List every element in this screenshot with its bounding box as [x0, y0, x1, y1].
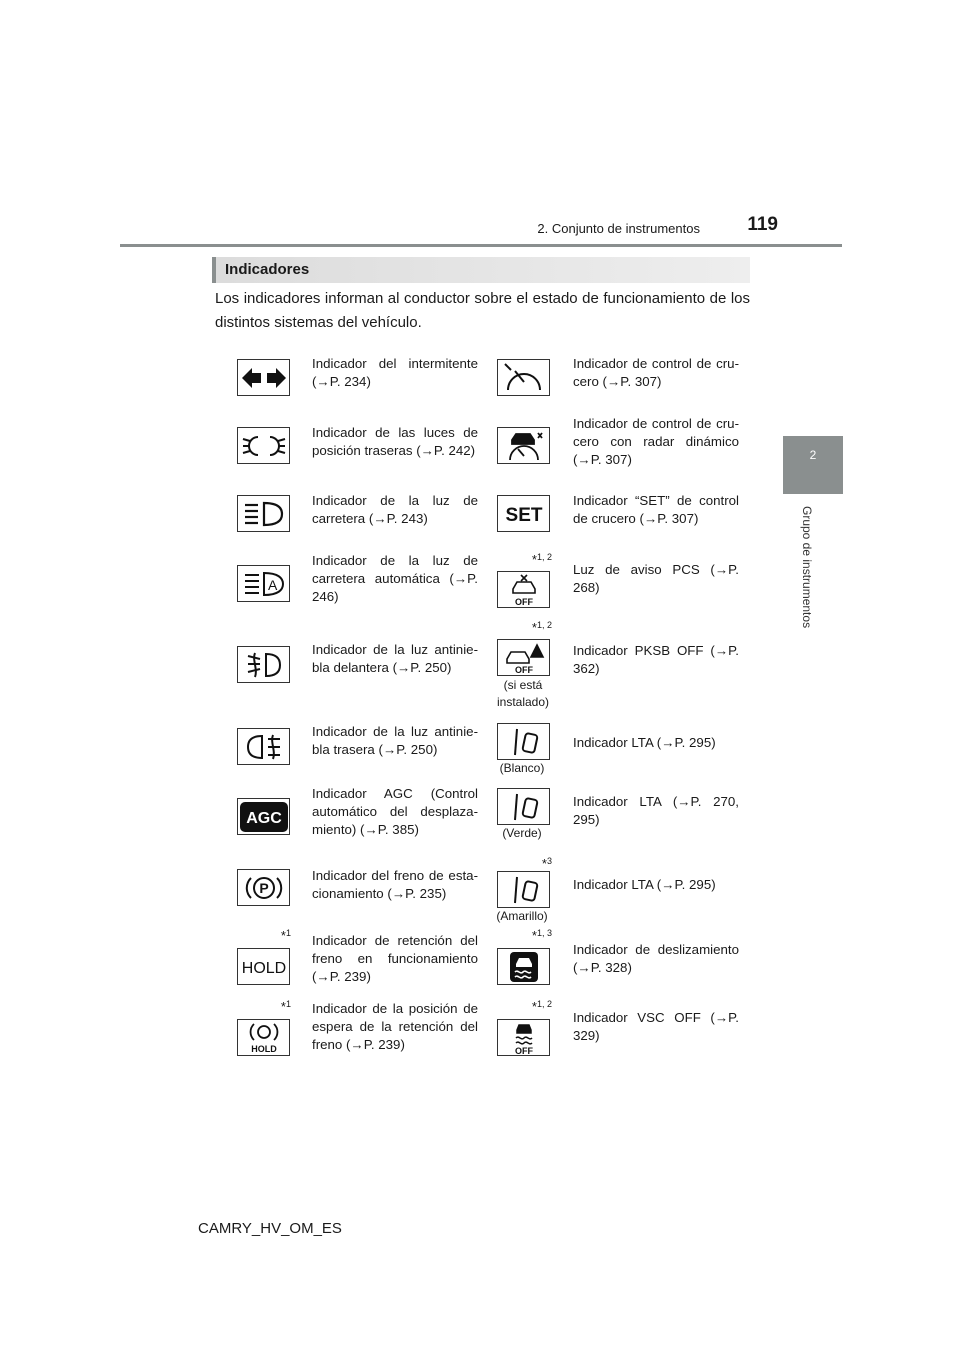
page-number: 119: [747, 214, 778, 235]
indicator-description: Indicador AGC (Control automático del desplazamiento) (→P. 385): [312, 786, 478, 837]
pcs-off-text: OFF: [514, 596, 533, 607]
document-code: CAMRY_HV_OM_ES: [198, 1220, 342, 1237]
indicator-description: Indicador de las luces de posición traseras (→P. 242): [312, 425, 478, 458]
intro-paragraph: Los indicadores informan al conductor sobre el estado de funcionamiento de los distintos sistemas del vehículo.: [215, 290, 750, 331]
indicator-description: Indicador de la luz de carretera automática (→P. 246): [312, 553, 478, 604]
indicator-description: Indicador de la luz de carretera (→P. 243): [312, 493, 478, 526]
pksb-off-text: OFF: [514, 664, 533, 675]
section-title: 2. Conjunto de instrumentos: [537, 221, 700, 236]
footnote-marker: $*_3$: [541, 856, 552, 871]
turn-signal-arrows-icon: [237, 359, 290, 396]
slip-indicator-icon: [497, 948, 550, 985]
vsc-off-icon: [497, 1019, 550, 1056]
front-fog-light-icon: [237, 646, 290, 683]
footnote-marker: $*_{1, 3}$: [531, 928, 552, 943]
indicator-description: Indicador de retención del freno en funcionamiento (→P. 239): [312, 933, 478, 984]
indicator-description: Indicador del freno de estacionamiento (→P. 235): [312, 868, 478, 901]
lta-green-icon: [497, 788, 550, 825]
indicator-description: Indicador de la luz antiniebla trasera (→P. 250): [312, 724, 478, 757]
indicator-description: Indicador de deslizamiento (→P. 328): [573, 942, 739, 975]
indicator-description: Indicador de control de crucero (→P. 307): [573, 356, 739, 389]
cruise-control-icon: [497, 359, 550, 396]
indicator-note: (Blanco): [499, 761, 545, 775]
radar-cruise-control-icon: [497, 427, 550, 464]
footnote-marker: $*_{1, 2}$: [531, 620, 552, 635]
footnote-marker: $*_{1, 2}$: [531, 552, 552, 567]
set-icon: [497, 495, 550, 532]
indicator-description: Indicador del intermitente (→P. 234): [312, 356, 478, 389]
lta-amber-icon: [497, 871, 550, 908]
indicator-description: Indicador VSC OFF (→P. 329): [573, 1010, 739, 1043]
hold-icon: [237, 948, 290, 985]
indicator-description: Indicador de la posición de espera de la retención del freno (→P. 239): [312, 1001, 478, 1052]
brake-hold-standby-icon: [237, 1019, 290, 1056]
indicator-description: Indicador LTA (→P. 295): [573, 735, 716, 750]
rear-fog-light-icon: [237, 728, 290, 765]
footnote-marker: $*_1$: [280, 928, 291, 943]
indicator-description: Indicador de control de crucero con radar dinámico (→P. 307): [573, 416, 739, 467]
heading-title: Indicadores: [225, 261, 310, 278]
agc-icon-text: AGC: [245, 809, 282, 827]
high-beam-icon: [237, 495, 290, 532]
indicator-description: Indicador LTA (→P. 270, 295): [573, 794, 739, 827]
footnote-marker: $*_{1, 2}$: [531, 999, 552, 1014]
chapter-tab: [783, 436, 843, 494]
pksb-off-icon: [497, 639, 550, 676]
footnote-marker: $*_1$: [280, 999, 291, 1014]
indicator-note: (Amarillo): [496, 909, 548, 923]
vsc-off-text: OFF: [514, 1045, 533, 1055]
indicator-description: Indicador de la luz antiniebla delantera (→P. 250): [312, 642, 478, 675]
tail-light-icon: [237, 427, 290, 464]
indicator-description: Indicador “SET” de control de crucero (→P. 307): [573, 493, 739, 526]
indicator-note: (Verde): [502, 826, 542, 840]
indicator-note: (si está instalado): [496, 678, 550, 709]
parking-brake-letter: P: [258, 879, 269, 896]
parking-brake-icon: [237, 869, 290, 906]
indicator-description: Indicador PKSB OFF (→P. 362): [573, 643, 739, 676]
chapter-label: Grupo de instrumentos: [800, 506, 814, 629]
header-rule: [120, 244, 842, 247]
pcs-warning-icon: [497, 571, 550, 608]
set-icon-text: SET: [505, 504, 542, 526]
agc-icon: [237, 798, 290, 835]
indicator-description: Luz de aviso PCS (→P. 268): [573, 562, 739, 595]
hold-icon-text: HOLD: [241, 959, 286, 977]
lta-white-icon: [497, 723, 550, 760]
auto-high-beam-icon: [237, 565, 290, 602]
chapter-number: 2: [809, 448, 817, 462]
brake-hold-standby-text: HOLD: [250, 1043, 277, 1054]
svg-text:A: A: [267, 576, 277, 593]
indicator-description: Indicador LTA (→P. 295): [573, 877, 716, 892]
